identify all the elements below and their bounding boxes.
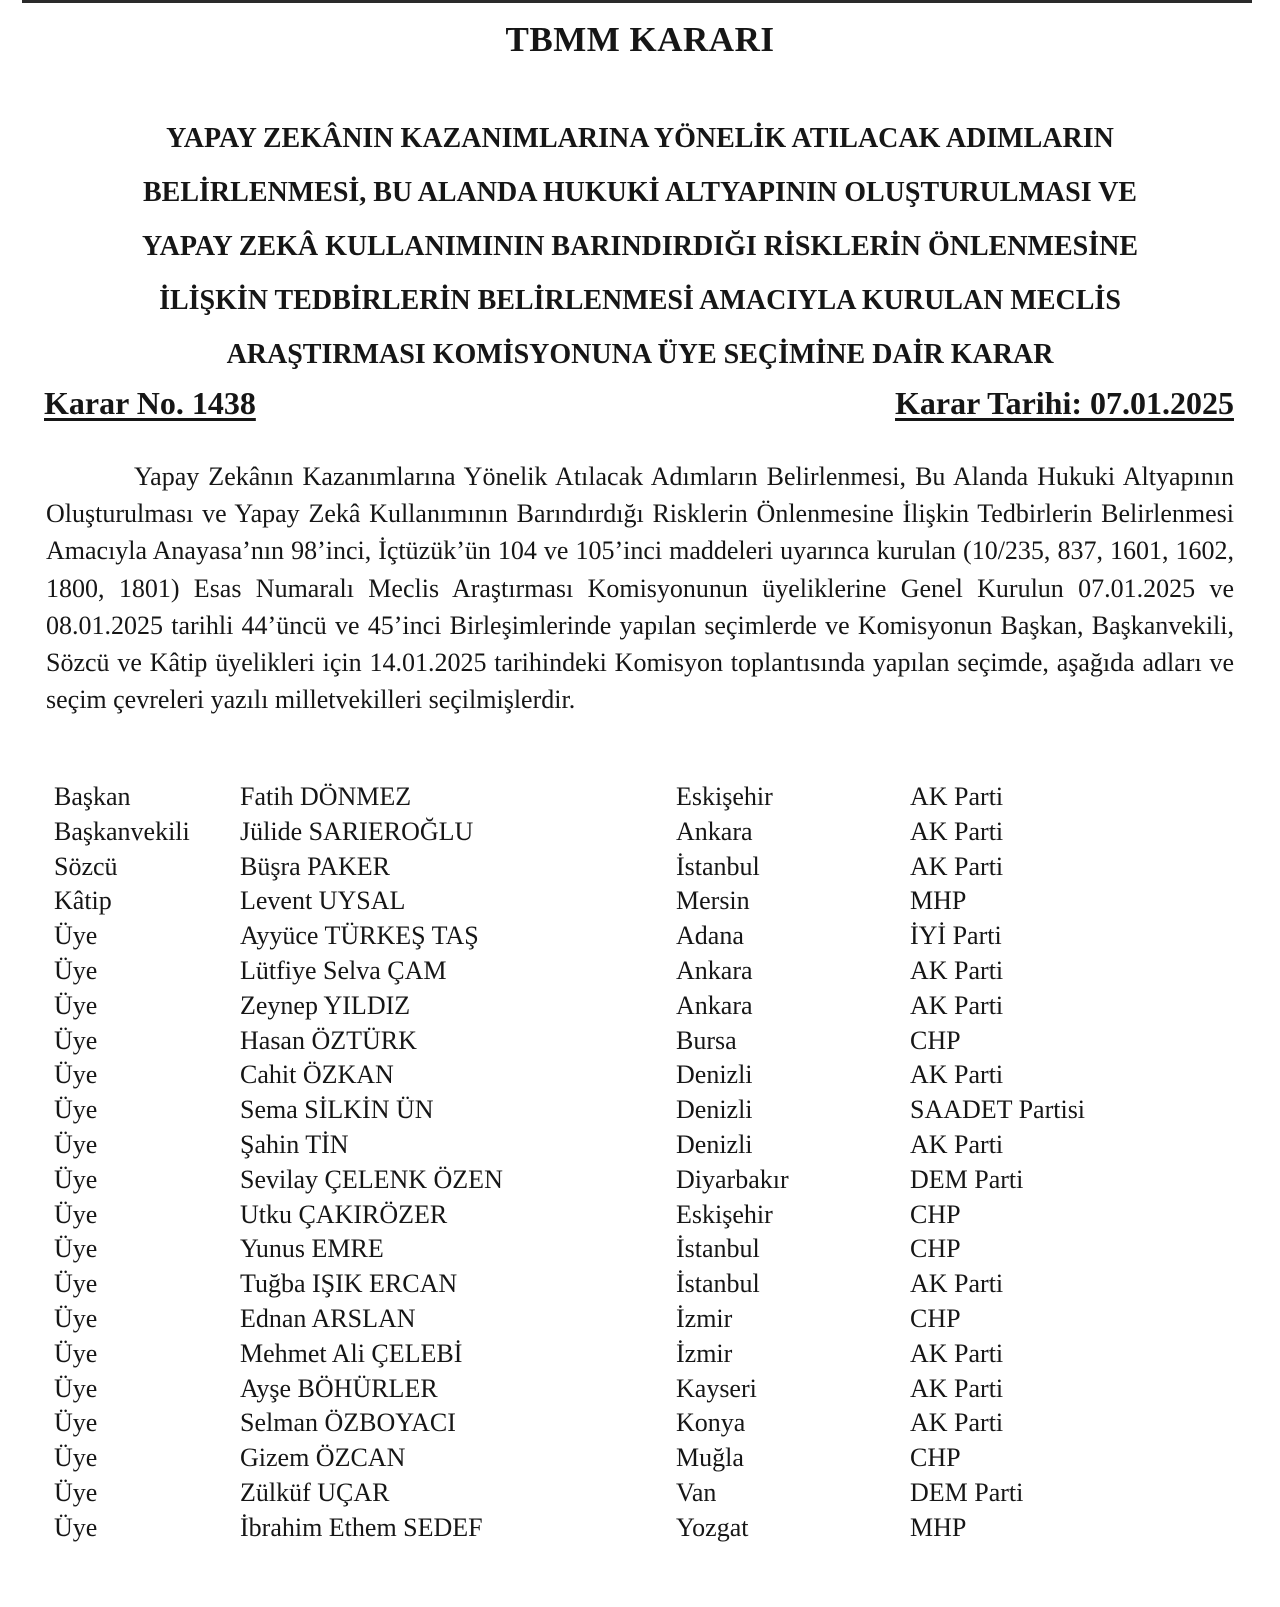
member-row: [54, 884, 1234, 919]
member-row: [54, 1198, 1234, 1233]
member-role: Üye: [54, 1199, 98, 1229]
subject-line: İLİŞKİN TEDBİRLERİN BELİRLENMESİ AMACIYLA KURULAN MECLİS: [159, 285, 1121, 316]
member-constituency: İzmir: [676, 1303, 733, 1333]
member-name: Zülküf UÇAR: [240, 1477, 390, 1507]
subject-line: ARAŞTIRMASI KOMİSYONUNA ÜYE SEÇİMİNE DAİR KARAR: [226, 339, 1054, 370]
member-name: Mehmet Ali ÇELEBİ: [240, 1338, 463, 1368]
member-name: Sema SİLKİN ÜN: [240, 1095, 434, 1125]
member-name: Zeynep YILDIZ: [240, 990, 411, 1020]
subject-line: YAPAY ZEKÂNIN KAZANIMLARINA YÖNELİK ATILACAK ADIMLARIN: [166, 123, 1114, 154]
member-role: Başkan: [54, 782, 131, 811]
member-name: Ayyüce TÜRKEŞ TAŞ: [240, 921, 479, 951]
member-constituency: Bursa: [676, 1025, 737, 1055]
member-party: AK Parti: [910, 990, 1004, 1020]
member-role: Üye: [54, 1512, 98, 1542]
member-constituency: Muğla: [676, 1443, 744, 1473]
member-party: AK Parti: [910, 1338, 1004, 1368]
member-party: CHP: [910, 1303, 961, 1333]
document-title: TBMM KARARI: [505, 20, 775, 59]
member-row: [54, 1093, 1234, 1128]
member-row: [54, 815, 1234, 850]
member-constituency: Diyarbakır: [676, 1164, 789, 1194]
member-row: [54, 954, 1234, 989]
member-row: [54, 1511, 1234, 1546]
member-party: AK Parti: [910, 1408, 1004, 1438]
member-party: İYİ Parti: [910, 921, 1002, 951]
decision-number: Karar No. 1438: [44, 385, 256, 421]
member-constituency: Denizli: [676, 1060, 753, 1090]
member-party: CHP: [910, 1234, 961, 1264]
member-name: Yunus EMRE: [240, 1234, 384, 1264]
member-role: Üye: [54, 990, 98, 1020]
member-role: Üye: [54, 1269, 98, 1299]
member-role: Üye: [54, 1477, 98, 1507]
member-role: Üye: [54, 1373, 98, 1403]
member-role: Üye: [54, 1164, 98, 1194]
member-row: [54, 780, 1234, 815]
member-constituency: Ankara: [676, 990, 753, 1020]
member-name: Levent UYSAL: [240, 886, 406, 916]
member-constituency: Denizli: [676, 1095, 753, 1125]
member-name: Sevilay ÇELENK ÖZEN: [240, 1164, 503, 1194]
member-name: Cahit ÖZKAN: [240, 1060, 394, 1090]
body-paragraph: Yapay Zekânın Kazanımlarına Yönelik Atılacak Adımların Belirlenmesi, Bu Alanda Hukuki Altyapının Oluşturulması ve Yapay Zekâ Kullanımının Barındırdığı Risklerin Önlenmesine İlişkin Tedbirlerin Belirlenmesi Amacıyla Anayasa’nın 98’inci, İçtüzük’ün 104 ve 105’inci maddeleri uyarınca kurulan (10/235, 837, 1601, 1602, 1800, 1801) Esas Numaralı Meclis Araştırması Komisyonunun üyeliklerine Genel Kurulun 07.01.2025 ve 08.01.2025 tarihli 44’üncü ve 45’inci Birleşimlerinde yapılan seçimlerde ve Komisyonun Başkan, Başkanvekili, Sözcü ve Kâtip üyelikleri için 14.01.2025 tarihindeki Komisyon toplantısında yapılan seçimde, aşağıda adları ve seçim çevreleri yazılı milletvekilleri seçilmişlerdir.: [46, 462, 1234, 715]
member-constituency: Van: [676, 1477, 717, 1507]
member-constituency: Konya: [676, 1408, 746, 1438]
member-role: Üye: [54, 1443, 98, 1473]
member-row: [54, 989, 1234, 1024]
member-party: DEM Parti: [910, 1164, 1024, 1194]
member-role: Üye: [54, 1129, 98, 1159]
decision-date: Karar Tarihi: 07.01.2025: [895, 385, 1234, 421]
member-constituency: Eskişehir: [676, 1199, 773, 1229]
member-role: Üye: [54, 1234, 98, 1264]
member-name: Jülide SARIEROĞLU: [240, 816, 474, 846]
member-party: DEM Parti: [910, 1477, 1024, 1507]
member-role: Üye: [54, 1060, 98, 1090]
member-role: Üye: [54, 1095, 98, 1125]
member-constituency: Yozgat: [676, 1512, 749, 1542]
member-constituency: İstanbul: [676, 1234, 760, 1264]
member-role: Üye: [54, 1408, 98, 1438]
member-constituency: Ankara: [676, 816, 753, 846]
member-name: Büşra PAKER: [240, 851, 391, 881]
member-row: [54, 1058, 1234, 1093]
member-row: [54, 1128, 1234, 1163]
member-row: [54, 1372, 1234, 1407]
member-party: AK Parti: [910, 851, 1004, 881]
member-row: [54, 1406, 1234, 1441]
member-party: AK Parti: [910, 1373, 1004, 1403]
member-role: Kâtip: [54, 886, 112, 916]
member-role: Sözcü: [54, 851, 118, 881]
member-name: Utku ÇAKIRÖZER: [240, 1199, 448, 1229]
top-rule: [22, 0, 1252, 3]
member-party: AK Parti: [910, 1060, 1004, 1090]
member-list: [54, 780, 1234, 1546]
member-party: MHP: [910, 1512, 967, 1542]
member-constituency: Adana: [676, 921, 744, 951]
member-name: Selman ÖZBOYACI: [240, 1408, 456, 1438]
member-constituency: İzmir: [676, 1338, 733, 1368]
member-party: SAADET Partisi: [910, 1095, 1086, 1125]
member-party: AK Parti: [910, 782, 1004, 811]
member-row: [54, 1024, 1234, 1059]
member-name: Ednan ARSLAN: [240, 1303, 416, 1333]
member-row: [54, 1232, 1234, 1267]
member-constituency: İstanbul: [676, 851, 760, 881]
member-row: [54, 1441, 1234, 1476]
member-constituency: Ankara: [676, 955, 753, 985]
decision-meta: [44, 385, 1234, 429]
member-role: Üye: [54, 921, 98, 951]
member-role: Üye: [54, 1303, 98, 1333]
member-constituency: Kayseri: [676, 1373, 757, 1403]
member-constituency: İstanbul: [676, 1269, 760, 1299]
member-name: Gizem ÖZCAN: [240, 1443, 406, 1473]
member-name: Fatih DÖNMEZ: [240, 782, 412, 811]
member-name: Ayşe BÖHÜRLER: [240, 1373, 438, 1403]
member-row: [54, 919, 1234, 954]
member-role: Üye: [54, 1338, 98, 1368]
member-party: CHP: [910, 1199, 961, 1229]
member-party: AK Parti: [910, 1129, 1004, 1159]
member-role: Başkanvekili: [54, 816, 190, 846]
member-row: [54, 1337, 1234, 1372]
member-name: Hasan ÖZTÜRK: [240, 1025, 417, 1055]
member-party: AK Parti: [910, 955, 1004, 985]
member-row: [54, 1163, 1234, 1198]
member-constituency: Mersin: [676, 886, 750, 916]
subject-line: YAPAY ZEKÂ KULLANIMININ BARINDIRDIĞI RİSKLERİN ÖNLENMESİNE: [142, 231, 1138, 262]
member-role: Üye: [54, 1025, 98, 1055]
member-constituency: Denizli: [676, 1129, 753, 1159]
member-row: [54, 1476, 1234, 1511]
member-party: AK Parti: [910, 1269, 1004, 1299]
member-party: AK Parti: [910, 816, 1004, 846]
member-constituency: Eskişehir: [676, 782, 773, 811]
member-name: Lütfiye Selva ÇAM: [240, 955, 447, 985]
member-row: [54, 850, 1234, 885]
member-name: Tuğba IŞIK ERCAN: [240, 1269, 458, 1299]
member-row: [54, 1267, 1234, 1302]
member-name: İbrahim Ethem SEDEF: [240, 1512, 483, 1542]
member-party: CHP: [910, 1443, 961, 1473]
member-party: CHP: [910, 1025, 961, 1055]
decision-subject: [40, 112, 1240, 382]
member-name: Şahin TİN: [240, 1129, 349, 1159]
member-party: MHP: [910, 886, 967, 916]
subject-line: BELİRLENMESİ, BU ALANDA HUKUKİ ALTYAPININ OLUŞTURULMASI VE: [143, 177, 1137, 208]
member-role: Üye: [54, 955, 98, 985]
member-row: [54, 1302, 1234, 1337]
